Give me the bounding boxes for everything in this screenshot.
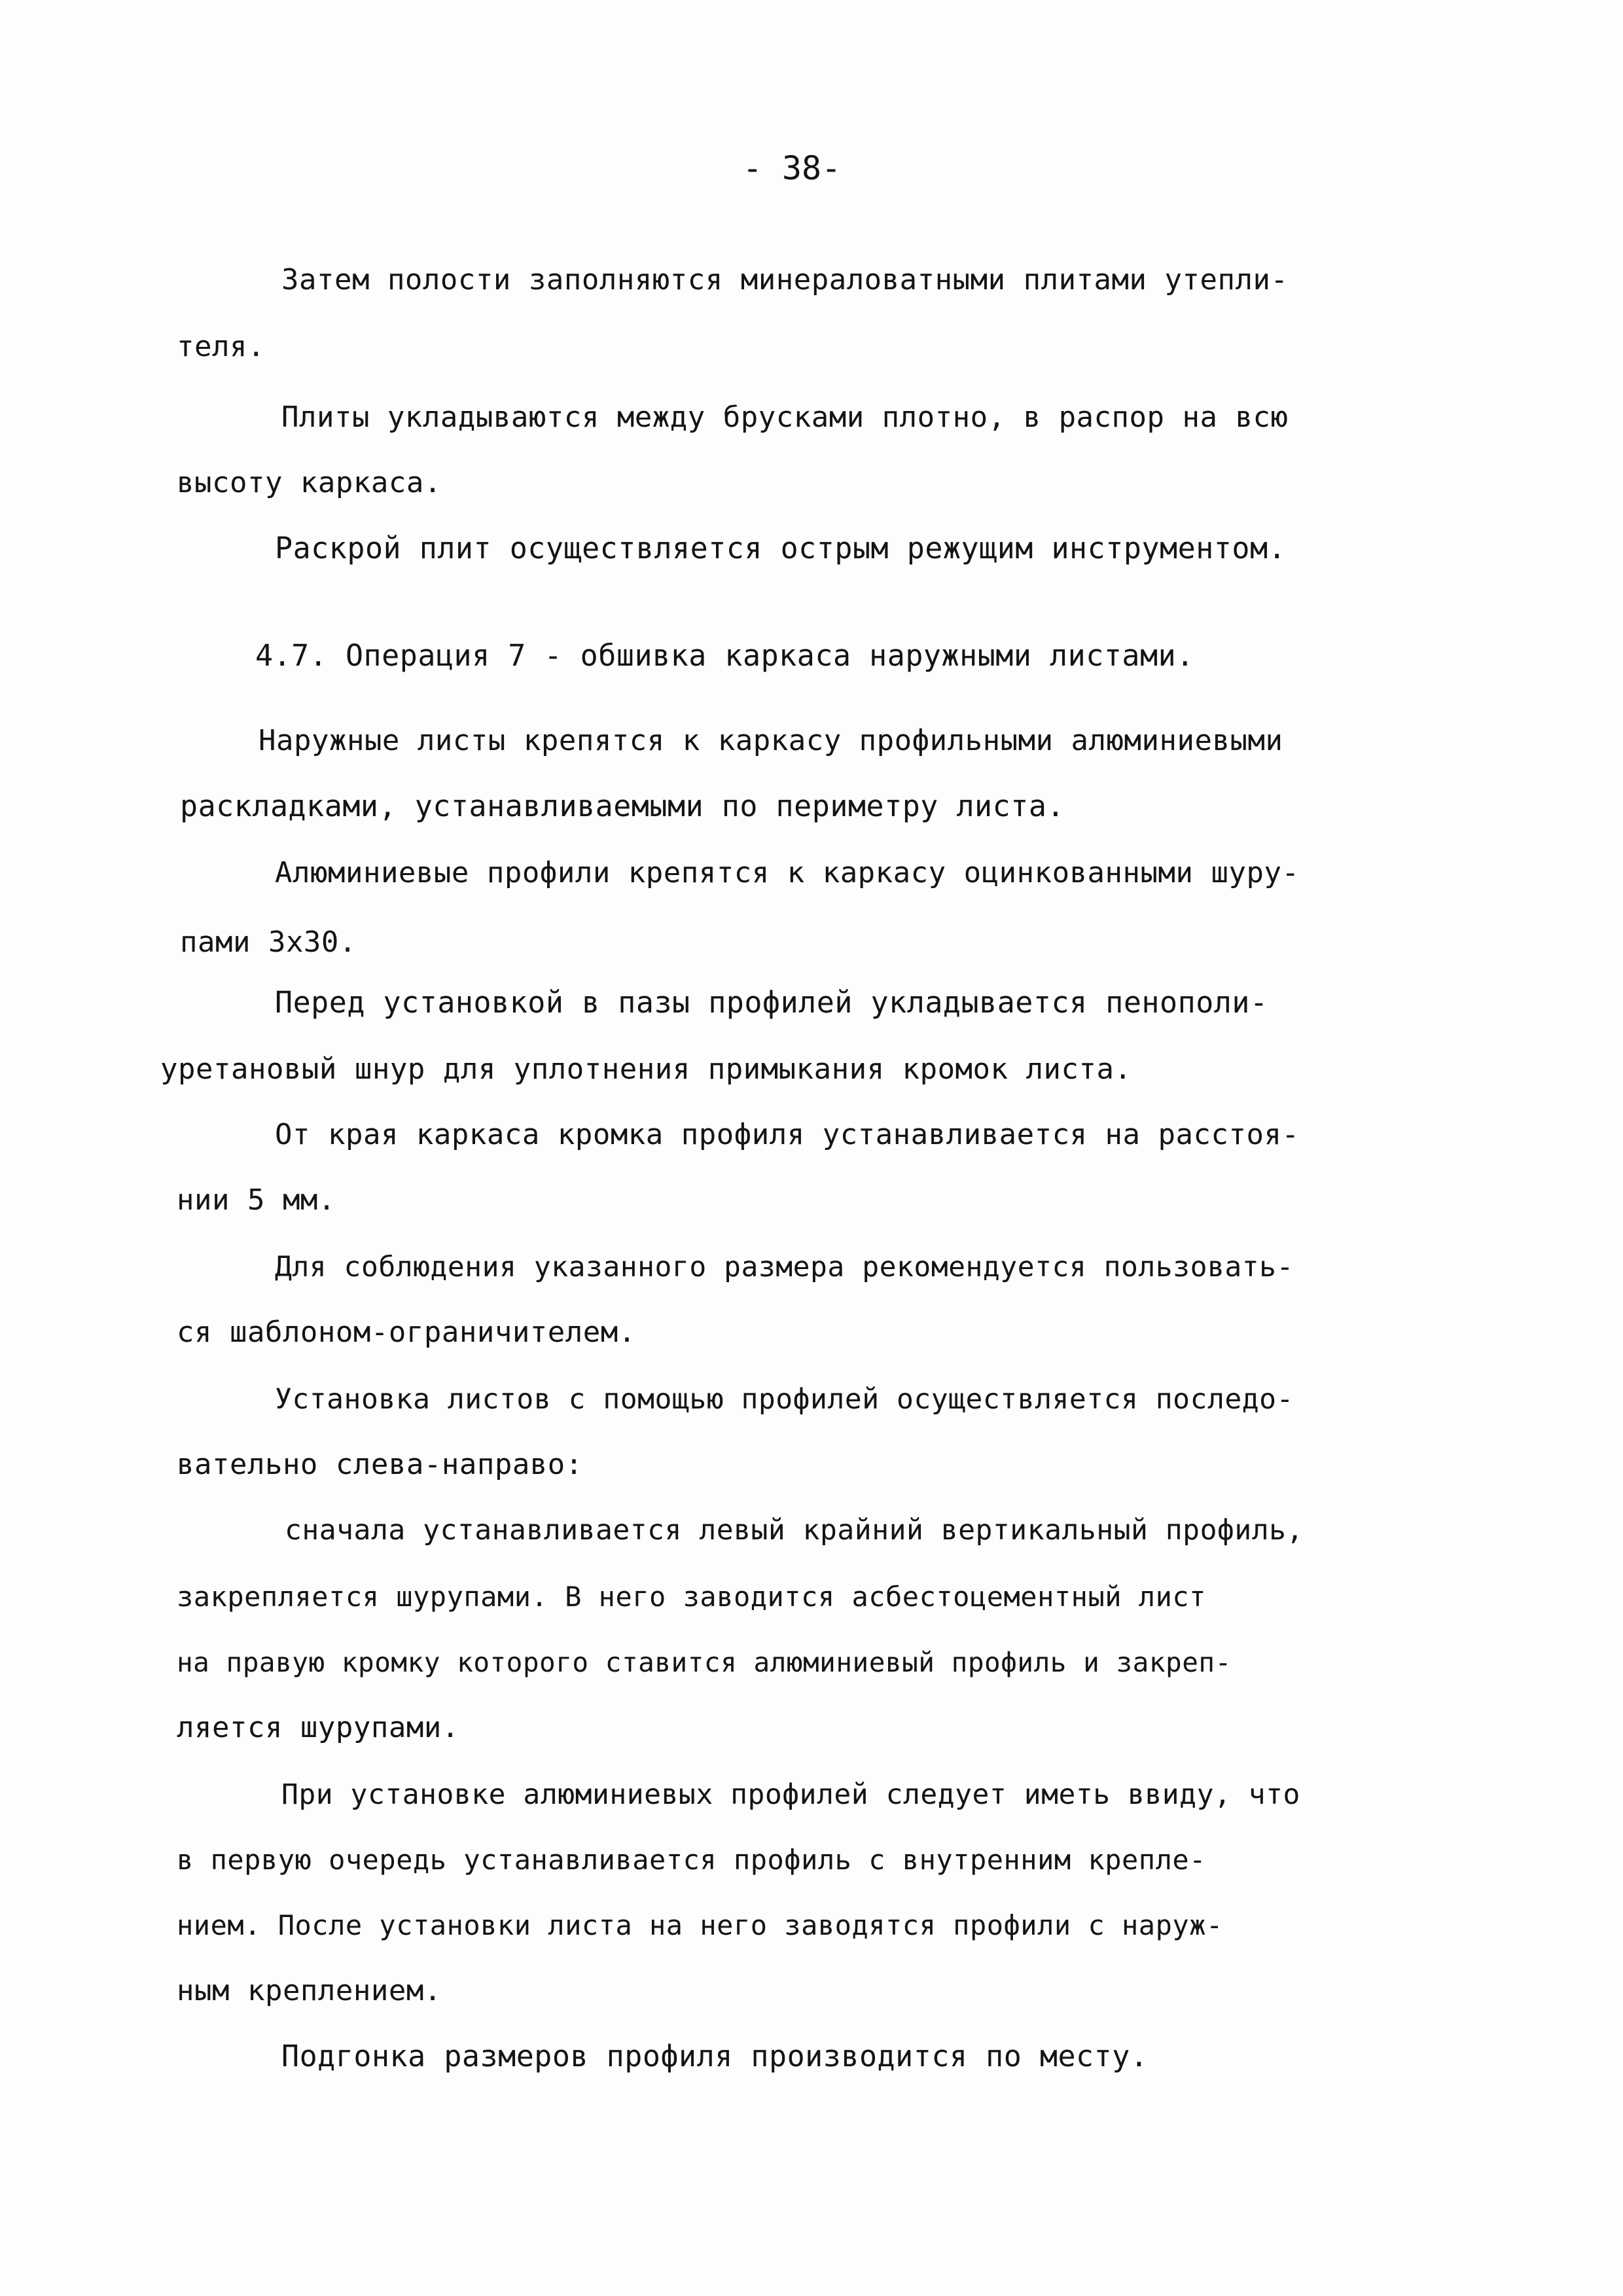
text-line: теля. xyxy=(177,330,265,363)
text-line: Установка листов с помощью профилей осуществляется последо- xyxy=(275,1383,1294,1416)
text-line: При установке алюминиевых профилей следует иметь ввиду, что xyxy=(281,1778,1300,1811)
text-line: Затем полости заполняются минераловатными плитами утепли- xyxy=(281,263,1289,296)
text-line: сначала устанавливается левый крайний вертикальный профиль, xyxy=(285,1514,1304,1547)
text-line: ным креплением. xyxy=(177,1974,442,2007)
text-line: нием. После установки листа на него заводятся профили с наруж- xyxy=(177,1909,1223,1941)
text-line: закрепляется шурупами. В него заводится асбестоцементный лист xyxy=(177,1581,1206,1613)
text-line: Для соблюдения указанного размера рекомендуется пользовать- xyxy=(275,1251,1294,1283)
text-line: Перед установкой в пазы профилей укладывается пенополи- xyxy=(275,985,1268,1020)
text-line: ляется шурупами. xyxy=(177,1711,459,1744)
text-line: Алюминиевые профили крепятся к каркасу оцинкованными шуру- xyxy=(275,856,1300,889)
text-line: уретановый шнур для уплотнения примыкания кромок листа. xyxy=(160,1052,1132,1086)
text-line: ся шаблоном-ограничителем. xyxy=(177,1316,636,1349)
text-line: раскладками, устанавливаемыми по периметру листа. xyxy=(180,789,1065,823)
text-line: на правую кромку которого ставится алюминиевый профиль и закреп- xyxy=(177,1647,1232,1678)
text-line: пами 3х30. xyxy=(180,925,357,959)
text-line: Раскрой плит осуществляется острым режущим инструментом. xyxy=(275,531,1287,565)
text-line: нии 5 мм. xyxy=(177,1183,336,1217)
text-line: высоту каркаса. xyxy=(177,466,442,499)
text-line: вательно слева-направо: xyxy=(177,1448,583,1481)
text-line: Подгонка размеров профиля производится по месту. xyxy=(281,2039,1149,2073)
text-line: Наружные листы крепятся к каркасу профильными алюминиевыми xyxy=(259,724,1283,757)
section-heading: 4.7. Операция 7 - обшивка каркаса наружными листами. xyxy=(255,638,1194,673)
text-line: Плиты укладываются между брусками плотно, в распор на всю xyxy=(281,401,1289,434)
page-number: - 38- xyxy=(742,149,842,187)
text-line: в первую очередь устанавливается профиль с внутренним крепле- xyxy=(177,1844,1206,1876)
text-line: От края каркаса кромка профиля устанавливается на расстоя- xyxy=(275,1118,1300,1151)
